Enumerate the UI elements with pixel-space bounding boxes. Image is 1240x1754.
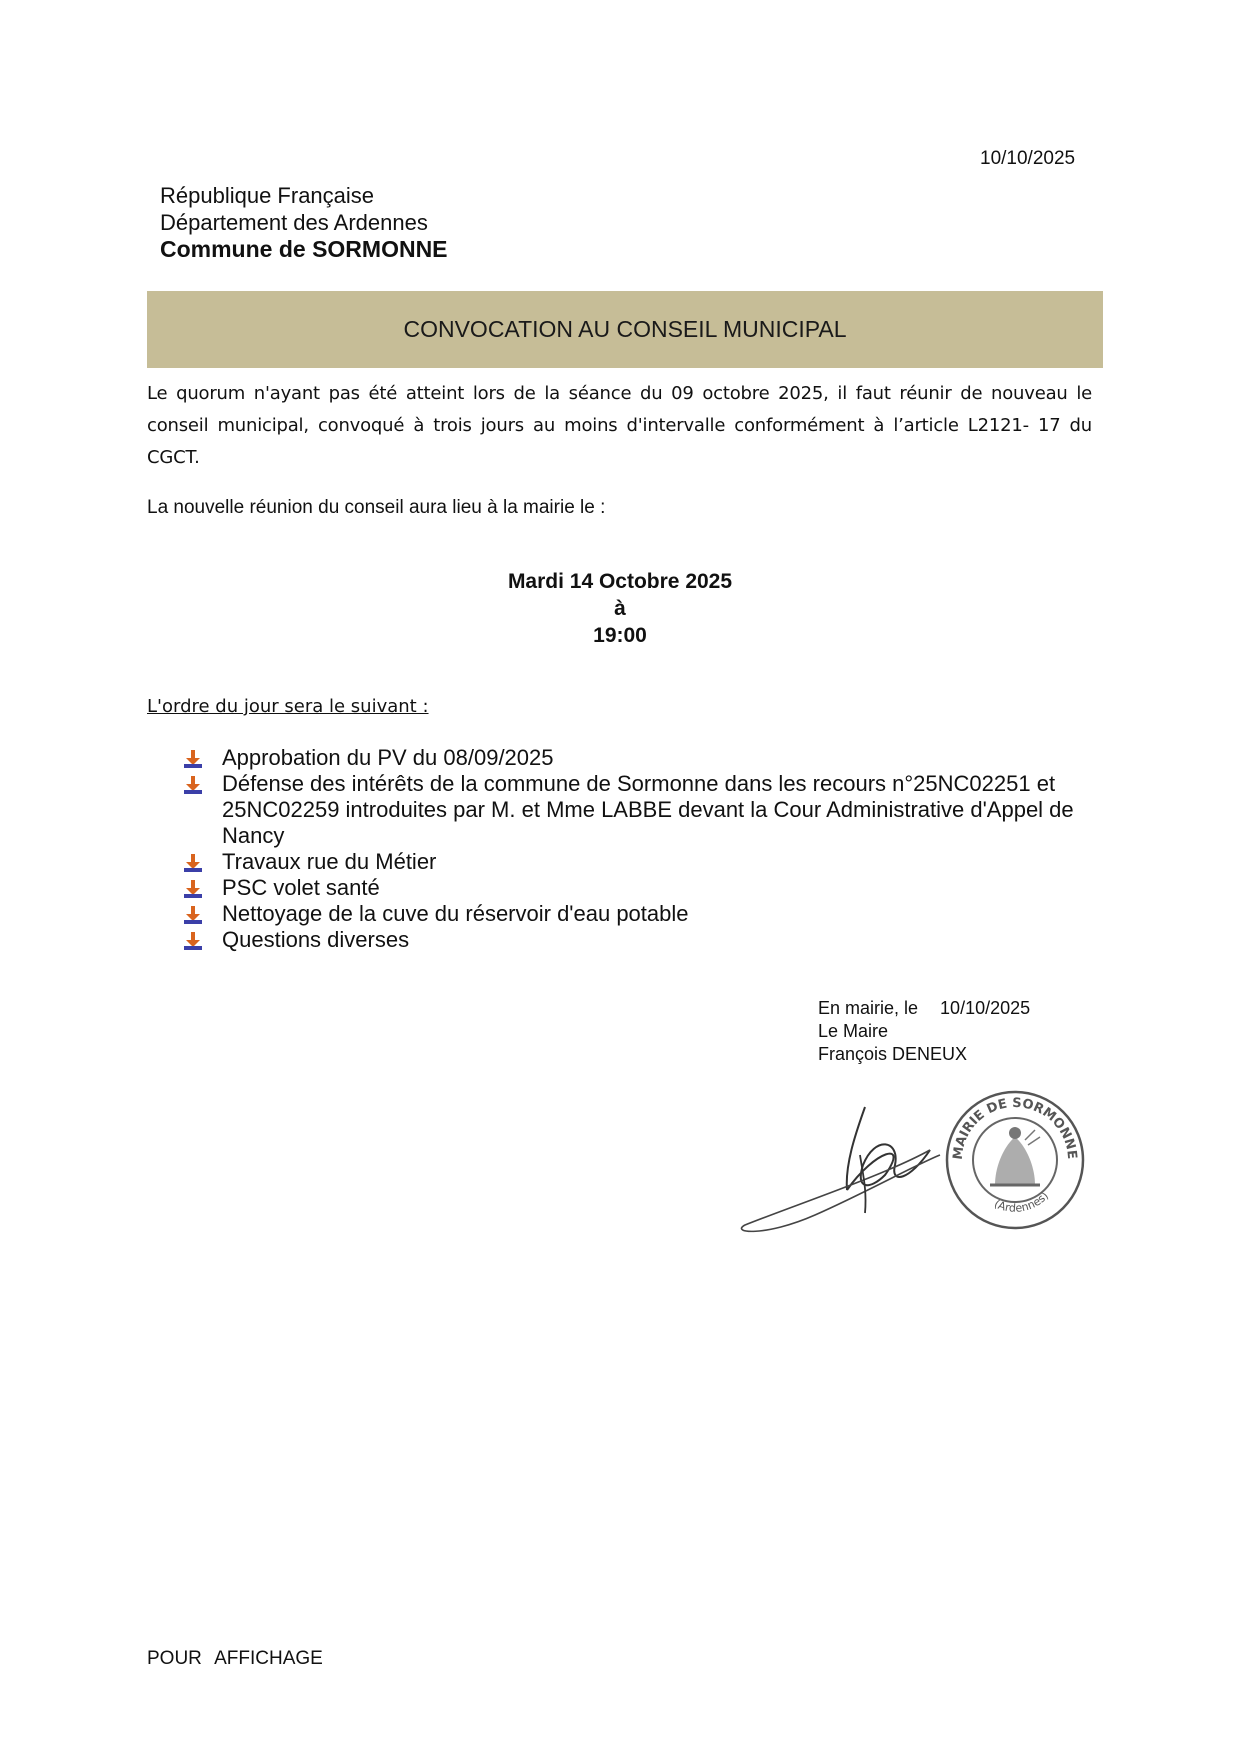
handwritten-signature bbox=[735, 1095, 945, 1235]
announcement-text: La nouvelle réunion du conseil aura lieu à la mairie le : bbox=[147, 497, 606, 518]
stamp-top-text: MAIRIE DE SORMONNE bbox=[950, 1095, 1080, 1161]
page-title: CONVOCATION AU CONSEIL MUNICIPAL bbox=[403, 316, 847, 342]
town-hall-seal bbox=[940, 1085, 1090, 1235]
document-date: 10/10/2025 bbox=[980, 148, 1076, 169]
list-item: Travaux rue du Métier bbox=[180, 849, 1100, 875]
agenda-list bbox=[180, 745, 1100, 953]
signature-block bbox=[818, 997, 1030, 1066]
arrow-bullet-icon bbox=[184, 854, 202, 872]
list-item: PSC volet santé bbox=[180, 875, 1100, 901]
footer-note: POUR AFFICHAGE bbox=[147, 1648, 323, 1669]
signature-name: François DENEUX bbox=[818, 1044, 968, 1064]
meeting-connector: à bbox=[614, 597, 626, 620]
list-item: Défense des intérêts de la commune de Sormonne dans les recours n°25NC02251 et 25NC02259 introduites par M. et Mme LABBE devant la Cour Administrative d'Appel de Nancy bbox=[180, 771, 1100, 849]
header-commune: Commune de SORMONNE bbox=[160, 236, 448, 262]
title-banner bbox=[147, 291, 1103, 368]
arrow-bullet-icon bbox=[184, 750, 202, 768]
arrow-bullet-icon bbox=[184, 932, 202, 950]
signature-date: 10/10/2025 bbox=[940, 998, 1031, 1018]
arrow-bullet-icon bbox=[184, 906, 202, 924]
stamp-bottom-text: (Ardennes) bbox=[992, 1189, 1052, 1215]
list-item: Questions diverses bbox=[180, 927, 1100, 953]
agenda-title: L'ordre du jour sera le suivant : bbox=[147, 696, 429, 717]
signature-role: Le Maire bbox=[818, 1021, 889, 1041]
arrow-bullet-icon bbox=[184, 880, 202, 898]
meeting-datetime bbox=[420, 568, 820, 649]
intro-paragraph: Le quorum n'ayant pas été atteint lors de la séance du 09 octobre 2025, il faut réunir de nouveau le conseil municipal, convoqué à trois jours au moins d'intervalle conformément à l’article L2121- 17 du CGCT. bbox=[147, 383, 1092, 468]
meeting-time: 19:00 bbox=[593, 624, 647, 647]
list-item: Nettoyage de la cuve du réservoir d'eau potable bbox=[180, 901, 1100, 927]
header-republic: République Française bbox=[160, 183, 375, 208]
header-department: Département des Ardennes bbox=[160, 210, 428, 235]
letterhead bbox=[160, 182, 448, 263]
signature-place-label: En mairie, le bbox=[818, 998, 919, 1018]
arrow-bullet-icon bbox=[184, 776, 202, 794]
list-item: Approbation du PV du 08/09/2025 bbox=[180, 745, 1100, 771]
meeting-date: Mardi 14 Octobre 2025 bbox=[507, 570, 733, 593]
